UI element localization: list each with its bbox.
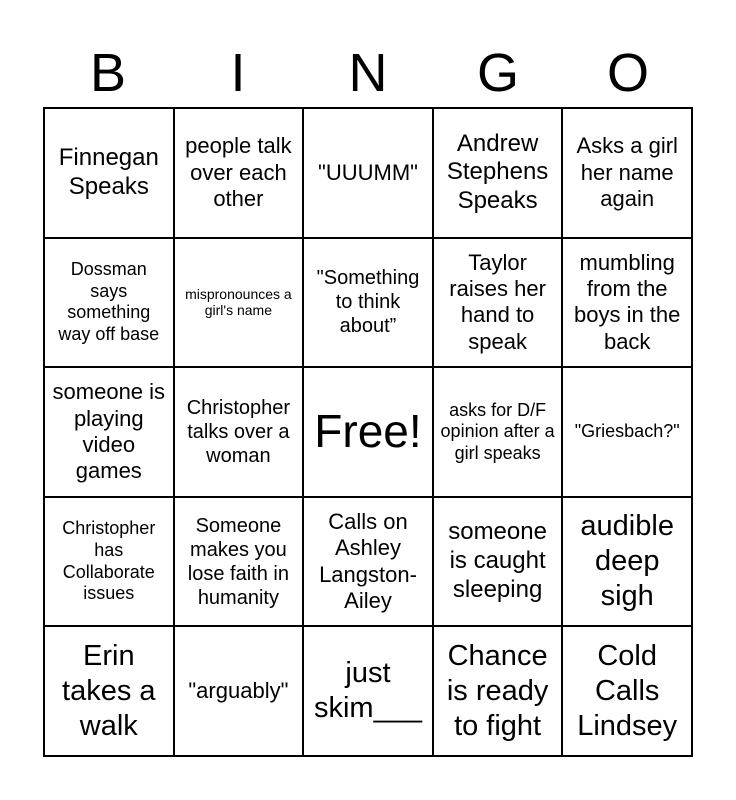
bingo-cell[interactable] — [433, 497, 563, 627]
cell-text: "UUUMM" — [318, 159, 418, 185]
cell-text: Christopher has Collaborate issues — [62, 518, 156, 604]
bingo-cell[interactable] — [303, 108, 433, 238]
cell-text: mumbling from the boys in the back — [573, 249, 681, 354]
bingo-cell[interactable] — [562, 497, 692, 627]
cell-text: audible deep sigh — [580, 510, 674, 612]
cell-text: just skim___ — [313, 657, 422, 725]
free-space-cell[interactable] — [303, 367, 433, 497]
cell-text: asks for D/F opinion after a girl speaks — [440, 399, 555, 463]
cell-text: people talk over each other — [185, 133, 292, 211]
bingo-cell[interactable] — [433, 367, 563, 497]
cell-text: "arguably" — [188, 678, 289, 703]
bingo-cell[interactable] — [44, 367, 174, 497]
cell-text: Chance is ready to fight — [446, 640, 549, 742]
bingo-header — [43, 38, 693, 108]
cell-text: "Griesbach?" — [574, 421, 680, 442]
bingo-cell[interactable] — [303, 626, 433, 756]
cell-text: Cold Calls Lindsey — [577, 640, 678, 742]
header-letter-i: I — [230, 43, 246, 103]
cell-text: Calls on Ashley Langston-Ailey — [319, 508, 417, 613]
bingo-cell[interactable] — [174, 497, 304, 627]
bingo-cell[interactable] — [433, 108, 563, 238]
bingo-cell[interactable] — [44, 626, 174, 756]
bingo-cell[interactable] — [174, 238, 304, 368]
bingo-cell[interactable] — [44, 238, 174, 368]
bingo-cell[interactable] — [433, 626, 563, 756]
header-letter-o: O — [606, 43, 649, 103]
bingo-cell[interactable] — [44, 497, 174, 627]
bingo-board — [43, 107, 693, 757]
cell-text: Dossman says something way off base — [58, 259, 160, 344]
bingo-cell[interactable] — [562, 238, 692, 368]
bingo-cell[interactable] — [303, 238, 433, 368]
bingo-cell[interactable] — [562, 626, 692, 756]
cell-text: Christopher talks over a woman — [186, 396, 291, 467]
cell-text: Asks a girl her name again — [576, 133, 678, 211]
cell-text: Taylor raises her hand to speak — [449, 249, 546, 354]
header-letter-n: N — [348, 43, 388, 103]
cell-text: Someone makes you lose faith in humanity — [187, 514, 289, 609]
bingo-cell[interactable] — [174, 108, 304, 238]
cell-text: Erin takes a walk — [62, 640, 156, 742]
bingo-cell[interactable] — [174, 626, 304, 756]
bingo-cell[interactable] — [303, 497, 433, 627]
free-space-text: Free! — [314, 405, 422, 458]
header-letter-g: G — [476, 43, 519, 103]
cell-text: mispronounces a girl's name — [185, 285, 292, 319]
bingo-cell[interactable] — [433, 238, 563, 368]
bingo-cell[interactable] — [562, 367, 692, 497]
cell-text: "Something to think about” — [316, 267, 420, 338]
header-letter-b: B — [89, 43, 127, 103]
cell-text: someone is playing video games — [52, 379, 166, 484]
bingo-cell[interactable] — [44, 108, 174, 238]
cell-text: Finnegan Speaks — [58, 144, 159, 200]
bingo-cell[interactable] — [562, 108, 692, 238]
cell-text: someone is caught sleeping — [448, 518, 547, 603]
bingo-cell[interactable] — [174, 367, 304, 497]
cell-text: Andrew Stephens Speaks — [446, 129, 549, 215]
